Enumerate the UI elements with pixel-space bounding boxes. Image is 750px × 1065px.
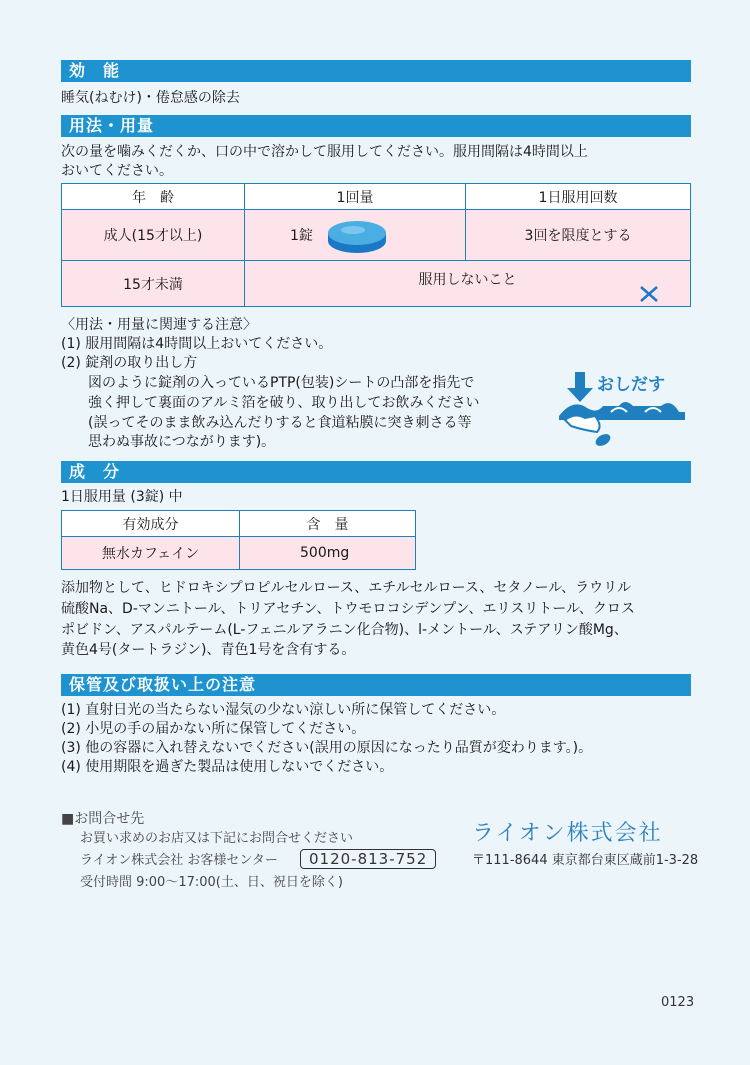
push-diagram [553,368,693,453]
caution-item1: (1) 服用間隔は4時間以上おいてください。 [61,336,333,352]
dosage-table [61,183,691,307]
col-once: 1回量 [245,184,466,210]
contact-line1: お買い求めのお店又は下記にお問合せください [80,831,354,846]
page-code: 0123 [661,995,695,1010]
storage-item4: (4) 使用期限を過ぎた製品は使用しないでください。 [61,759,394,775]
row2-age: 15才未満 [62,261,245,307]
caution-item2-line1: 図のように錠剤の入っているPTP(包装)シートの凸部を指先で [88,375,475,391]
contact-center-label: ライオン株式会社 お客様センター [80,853,278,868]
phone-pill[interactable]: 0120-813-752 [300,849,436,869]
push-label: おしだす [597,375,665,395]
active-amount: 500mg [240,537,416,570]
additives-line4: 黄色4号(タートラジン)、青色1号を含有する。 [61,642,356,658]
tablet-icon [325,216,389,256]
company-logo: ライオン株式会社 [472,821,663,846]
caution-title: 〈用法・用量に関連する注意〉 [61,317,257,333]
storage-item2: (2) 小児の手の届かない所に保管してください。 [61,721,366,737]
storage-item1: (1) 直射日光の当たらない湿気の少ない涼しい所に保管してください。 [61,702,506,718]
contact-title: ■お問合せ先 [61,811,145,827]
row2-note: 服用しないこと [418,271,517,288]
efficacy-header: 効 能 [61,60,691,82]
caution-item2-line2: 強く押して裏面のアルミ箔を破り、取り出してお飲みください [88,395,480,411]
daily-amount: 1日服用量 (3錠) 中 [61,489,183,505]
col-daily: 1日服用回数 [466,184,691,210]
cross-icon [639,285,659,303]
dosage-header: 用法・用量 [61,115,691,137]
contact-hours: 受付時間 9:00〜17:00(土、日、祝日を除く) [80,875,343,890]
additives-line2: 硫酸Na、D-マンニトール、トリアセチン、トウモロコシデンプン、エリスリトール、クロス [61,601,635,617]
ingredients-table [61,510,416,570]
caution-item2: (2) 錠剤の取り出し方 [61,355,198,371]
active-name: 無水カフェイン [62,537,240,570]
phone-number[interactable] [300,849,436,869]
col-active: 有効成分 [62,511,240,537]
col-age: 年 齢 [62,184,245,210]
dosage-text-line2: おいてください。 [61,163,173,179]
storage-item3: (3) 他の容器に入れ替えないでください(誤用の原因になったり品質が変わります。)。 [61,740,593,756]
ingredients-header: 成 分 [61,461,691,483]
storage-header: 保管及び取扱い上の注意 [61,674,691,696]
row1-once: 1錠 [290,228,313,244]
efficacy-text: 睡気(ねむけ)・倦怠感の除去 [61,90,240,106]
dosage-text-line1: 次の量を噛みくだくか、口の中で溶かして服用してください。服用間隔は4時間以上 [61,144,588,160]
col-content: 含 量 [240,511,416,537]
caution-item2-line4: 思わぬ事故につながります)。 [88,434,276,450]
row1-once-cell [245,210,466,261]
company-address: 〒111-8644 東京都台東区蔵前1-3-28 [472,853,699,868]
row1-daily: 3回を限度とする [466,210,691,261]
caution-item2-line3: (誤ってそのまま飲み込んだりすると食道粘膜に突き刺さる等 [88,415,472,431]
additives-line3: ポビドン、アスパルテーム(L-フェニルアラニン化合物)、l-メントール、ステアリン酸Mg、 [61,622,628,638]
additives-line1: 添加物として、ヒドロキシプロピルセルロース、エチルセルロース、セタノール、ラウリル [61,580,632,596]
row1-age: 成人(15才以上) [62,210,245,261]
row2-note-cell [245,261,691,307]
